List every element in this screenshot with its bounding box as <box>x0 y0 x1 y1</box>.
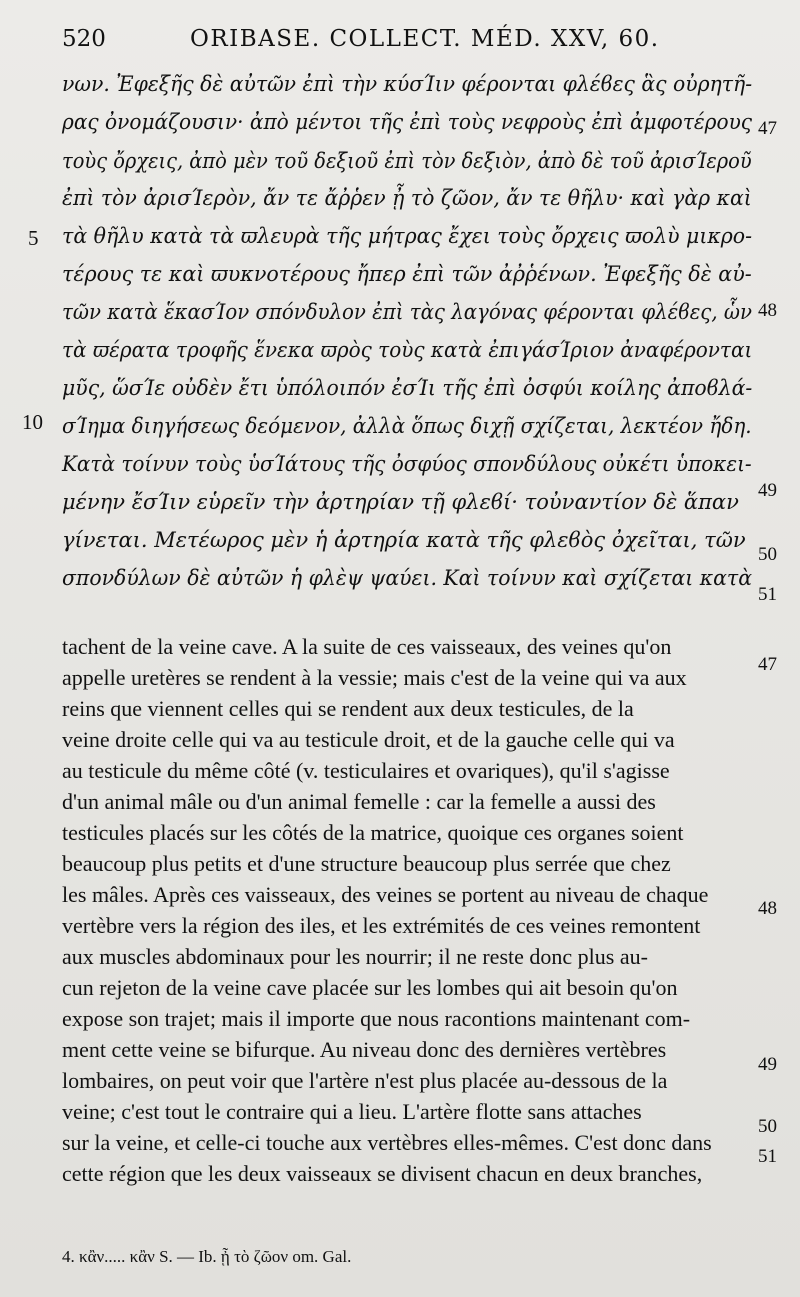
french-line: veine droite celle qui va au testicule droit, et de la gauche celle qui va <box>62 727 675 752</box>
page-header <box>62 26 760 62</box>
greek-line: τῶν κατὰ ἕκασΊον σπόνδυλον ἐπὶ τὰς λαγόνας φέρονται φλέϐες, ὧν <box>62 300 752 324</box>
french-line: reins que viennent celles qui se rendent aux deux testicules, de la <box>62 696 634 721</box>
margin-number: 49 <box>758 1054 777 1075</box>
french-line: appelle uretères se rendent à la vessie; mais c'est de la veine qui va aux <box>62 665 687 690</box>
french-line: expose son trajet; mais il importe que nous racontions maintenant com- <box>62 1006 691 1031</box>
greek-line: νων. Ἐφεξῆς δὲ αὐτῶν ἐπὶ τὴν κύσΊιν φέρονται φλέϐες ἃς οὐρητῆ- <box>62 72 753 96</box>
french-line: les mâles. Après ces vaisseaux, des veines se portent au niveau de chaque <box>62 882 709 907</box>
margin-number: 48 <box>758 898 777 919</box>
french-line: ment cette veine se bifurque. Au niveau donc des dernières vertèbres <box>62 1037 667 1062</box>
greek-line: μένην ἔσΊιν εὑρεῖν τὴν ἀρτηρίαν τῇ φλεϐί· τοὐναντίον δὲ ἅπαν <box>62 490 739 514</box>
greek-line: μῦς, ὥσΊε οὐδὲν ἔτι ὑπόλοιπόν ἐσΊι τῆς ἐπὶ ὀσφύι κοίλης ἀποϐλά- <box>62 376 753 400</box>
greek-line: τὰ ϖέρατα τροφῆς ἕνεκα ϖρὸς τοὺς κατὰ ἐπιγάσΊριον ἀναφέρονται <box>62 338 753 362</box>
greek-line: σπονδύλων δὲ αὐτῶν ἡ φλὲψ ψαύει. Καὶ τοίνυν καὶ σχίζεται κατὰ <box>62 566 752 590</box>
greek-line: τὰ θῆλυ κατὰ τὰ ϖλευρὰ τῆς μήτρας ἔχει τοὺς ὄρχεις ϖολὺ μικρο- <box>62 224 753 248</box>
margin-number: 49 <box>758 480 777 501</box>
french-line: sur la veine, et celle-ci touche aux vertèbres elles-mêmes. C'est donc dans <box>62 1130 712 1155</box>
margin-number: 50 <box>758 1116 777 1137</box>
margin-number: 51 <box>758 1146 777 1167</box>
margin-number: 48 <box>758 300 777 321</box>
greek-line: γίνεται. Μετέωρος μὲν ἡ ἀρτηρία κατὰ τῆς φλεϐὸς ὀχεῖται, τῶν <box>62 528 746 552</box>
page-number: 520 <box>62 26 106 52</box>
french-line: lombaires, on peut voir que l'artère n'est plus placée au-dessous de la <box>62 1068 668 1093</box>
line-number: 5 <box>28 226 39 250</box>
french-line: au testicule du même côté (v. testiculaires et ovariques), qu'il s'agisse <box>62 758 670 783</box>
margin-number: 47 <box>758 118 777 139</box>
french-line: d'un animal mâle ou d'un animal femelle : car la femelle a aussi des <box>62 789 656 814</box>
french-line: testicules placés sur les côtés de la matrice, quoique ces organes soient <box>62 820 684 845</box>
french-line: vertèbre vers la région des iles, et les extrémités de ces veines remontent <box>62 913 701 938</box>
line-number: 10 <box>22 410 43 434</box>
greek-line: σΊημα διηγήσεως δεόμενον, ἀλλὰ ὅπως διχῇ σχίζεται, λεκτέον ἤδη. <box>62 414 752 438</box>
footnote: 4. κἂν..... κἂν S. — Ib. ᾖ τὸ ζῶον om. Gal. <box>62 1247 352 1266</box>
margin-number: 50 <box>758 544 777 565</box>
greek-line: τοὺς ὄρχεις, ἀπὸ μὲν τοῦ δεξιοῦ ἐπὶ τὸν δεξιὸν, ἀπὸ δὲ τοῦ ἀρισΊεροῦ <box>62 149 752 173</box>
greek-line: ρας ὀνομάζουσιν· ἀπὸ μέντοι τῆς ἐπὶ τοὺς νεφροὺς ἐπὶ ἀμφοτέρους <box>62 110 753 134</box>
french-line: tachent de la veine cave. A la suite de ces vaisseaux, des veines qu'on <box>62 634 672 659</box>
greek-line: τέρους τε καὶ ϖυκνοτέρους ἤπερ ἐπὶ τῶν ἀῤῥένων. Ἐφεξῆς δὲ αὐ- <box>62 262 752 286</box>
french-line: cun rejeton de la veine cave placée sur les lombes qui ait besoin qu'on <box>62 975 678 1000</box>
margin-number: 51 <box>758 584 777 605</box>
running-title: ORIBASE. COLLECT. MÉD. XXV, 60. <box>190 26 660 52</box>
margin-number: 47 <box>758 654 777 675</box>
greek-line: ἐπὶ τὸν ἀρισΊερὸν, ἄν τε ἄῤῥεν ᾖ τὸ ζῶον, ἄν τε θῆλυ· καὶ γὰρ καὶ <box>62 186 752 210</box>
french-line: aux muscles abdominaux pour les nourrir; il ne reste donc plus au- <box>62 944 648 969</box>
french-line: cette région que les deux vaisseaux se divisent chacun en deux branches, <box>62 1161 703 1186</box>
french-line: beaucoup plus petits et d'une structure beaucoup plus serrée que chez <box>62 851 671 876</box>
french-line: veine; c'est tout le contraire qui a lieu. L'artère flotte sans attaches <box>62 1099 642 1124</box>
greek-line: Κατὰ τοίνυν τοὺς ὑσΊάτους τῆς ὀσφύος σπονδύλους οὐκέτι ὑποκει- <box>62 452 752 476</box>
